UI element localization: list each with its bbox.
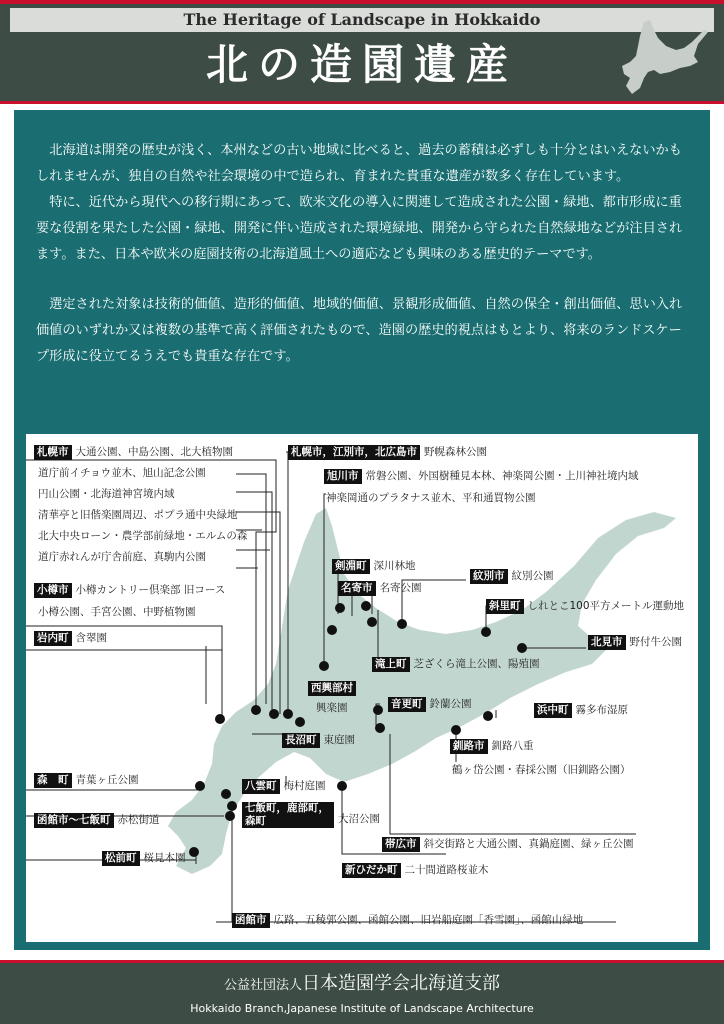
label-obihiro <box>382 836 634 852</box>
city-tag-shinhidaka: 新ひだか町 <box>342 863 401 878</box>
intro-text <box>36 138 688 370</box>
label-shari <box>486 598 684 614</box>
yakumo-item-1: 梅村庭園 <box>283 780 326 792</box>
city-tag-hamanaka: 浜中町 <box>534 703 572 718</box>
takinoue-item-1: 芝ざくら滝上公園、陽殖園 <box>413 658 540 670</box>
label-otofuke <box>388 696 472 712</box>
otaru-item-2: 小樽公園、手宮公園、中野植物園 <box>38 606 196 618</box>
page-title: 北の造園遺産 <box>205 40 518 89</box>
label-nishiokoppe <box>308 680 360 696</box>
city-tag-kushiro: 釧路市 <box>450 739 488 754</box>
organization-main: 日本造園学会北海道支部 <box>302 973 500 994</box>
city-tag-iwanai: 岩内町 <box>34 631 72 646</box>
iwanai-item-1: 含翠園 <box>75 632 107 644</box>
naganuma-item-1: 東庭園 <box>323 734 355 746</box>
city-tag-nayoro: 名寄市 <box>338 581 376 596</box>
label-mori <box>34 772 139 788</box>
city-tag-matsumae: 松前町 <box>102 851 140 866</box>
hakodate-item-1: 広路、五稜郭公園、函館公園、旧岩船庭園「香雪園」、函館山緑地 <box>273 914 584 926</box>
intro-paragraph-3: 選定された対象は技術的価値、造形的価値、地域的価値、景観形成価値、自然の保全・創出価値、思い入れ価値のいずれか又は複数の基準で高く評価されたもので、造園の歴史的視点はもとより、将来のランドスケープ形成に役立てるうえでも貴重な存在です。 <box>36 297 683 364</box>
label-sapporo-ebetsu-kitahiroshima <box>288 444 487 460</box>
city-tag-kenbuchi: 剣淵町 <box>332 559 370 574</box>
city-tag-asahikawa: 旭川市 <box>324 469 362 484</box>
kitami-item-1: 野付牛公園 <box>629 636 682 648</box>
nishiokoppe-item-1: 興楽園 <box>316 702 348 714</box>
sapporo-item-2: 道庁前イチョウ並木、旭山記念公園 <box>38 467 206 479</box>
heritage-map <box>26 434 698 942</box>
intro-paragraph-1: 北海道は開発の歴史が浅く、本州などの古い地域に比べると、過去の蓄積は必ずしも十分とはいえないかもしれませんが、独自の自然や社会環境の中で造られ、育まれた貴重な遺産が数多く存在しています。 <box>36 143 682 184</box>
label-kenbuchi <box>332 558 416 574</box>
obihiro-item-1: 斜交街路と大通公園、真鍋庭園、緑ヶ丘公園 <box>423 838 634 850</box>
nayoro-item-1: 名寄公園 <box>379 582 422 594</box>
asahikawa-item-2: 神楽岡通のプラタナス並木、平和通買物公園 <box>326 492 536 504</box>
english-title: The Heritage of Landscape in Hokkaido <box>183 10 541 29</box>
city-tag-otaru: 小樽市 <box>34 583 72 598</box>
city-tag-otofuke: 音更町 <box>388 697 426 712</box>
label-iwanai <box>34 630 107 646</box>
sapporo-item-6: 道庁赤れんが庁舎前庭、真駒内公園 <box>38 551 206 563</box>
label-hakodate-nanae <box>34 812 160 828</box>
city-tag-monbetsu: 紋別市 <box>470 569 508 584</box>
city-tag-shari: 斜里町 <box>486 599 524 614</box>
sapporo-item-5: 北大中央ローン・農学部前緑地・エルムの森 <box>38 530 248 542</box>
label-yakumo <box>242 778 326 794</box>
city-tag-naganuma: 長沼町 <box>282 733 320 748</box>
monbetsu-item-1: 紋別公園 <box>511 570 554 582</box>
city-tag-takinoue: 滝上町 <box>372 657 410 672</box>
label-nanae-shikabe-mori <box>242 802 380 829</box>
organization-english: Hokkaido Branch,Japanese Institute of Landscape Architecture <box>190 1002 534 1015</box>
city-tag-nishiokoppe: 西興部村 <box>308 681 356 696</box>
shinhidaka-item-1: 二十間道路桜並木 <box>404 864 489 876</box>
label-kushiro <box>450 738 534 754</box>
otofuke-item-1: 鈴蘭公園 <box>429 698 472 710</box>
asahikawa-item-1: 常磐公園、外国樹種見本林、神楽岡公園・上川神社境内域 <box>365 470 639 482</box>
shari-item-1: しれとこ100平方メートル運動地 <box>527 600 685 612</box>
otaru-item-1: 小樽カントリー倶楽部 旧コース <box>75 584 226 596</box>
sapporo-item-1: 大通公園、中島公園、北大植物園 <box>75 446 233 458</box>
matsumae-item-1: 桜見本園 <box>143 852 186 864</box>
kushiro-item-1: 釧路八重 <box>491 740 534 752</box>
city-tag-yakumo: 八雲町 <box>242 779 280 794</box>
label-otaru <box>34 582 225 598</box>
sapporo-ebetsu-kitahiroshima-item-1: 野幌森林公園 <box>424 446 487 458</box>
city-tag-sapporo: 札幌市 <box>34 445 72 460</box>
hakodate-nanae-item-1: 赤松街道 <box>117 814 160 826</box>
english-title-band <box>10 8 714 32</box>
kushiro-item-2: 鶴ヶ岱公園・春採公園（旧釧路公園） <box>452 764 631 776</box>
organization-prefix: 公益社団法人 <box>223 978 302 993</box>
label-shinhidaka <box>342 862 489 878</box>
kenbuchi-item-1: 深川林地 <box>373 560 416 572</box>
label-hamanaka <box>534 702 628 718</box>
nanae-shikabe-mori-item-1: 大沼公園 <box>338 813 380 825</box>
city-tag-kitami: 北見市 <box>588 635 626 650</box>
city-tag-hakodate: 函館市 <box>232 913 270 928</box>
sapporo-item-3: 円山公園・北海道神宮境内域 <box>38 488 175 500</box>
label-kitami <box>588 634 682 650</box>
header <box>0 4 724 104</box>
sapporo-item-4: 清華亭と旧偕楽園周辺、ポプラ通中央緑地 <box>38 509 238 521</box>
hamanaka-item-1: 霧多布湿原 <box>575 704 628 716</box>
city-tag-mori: 森 町 <box>34 773 72 788</box>
organization-name <box>0 969 724 1001</box>
main-panel <box>14 110 710 950</box>
city-tag-hakodate-nanae: 函館市〜七飯町 <box>34 813 114 828</box>
label-hakodate <box>232 912 583 928</box>
label-matsumae <box>102 850 186 866</box>
intro-paragraph-2: 特に、近代から現代への移行期にあって、欧米文化の導入に関連して造成された公園・緑地、都市形成に重要な役割を果たした公園・緑地、開発に伴い造成された環境緑地、開発から守られた自然緑地などが注目されます。また、日本や欧米の庭園技術の北海道風土への適応なども興味のある歴史的テーマです。 <box>36 195 683 262</box>
hokkaido-silhouette-icon <box>614 16 710 96</box>
label-nayoro <box>338 580 422 596</box>
label-takinoue <box>372 656 540 672</box>
footer <box>0 960 724 1024</box>
label-sapporo <box>34 444 233 460</box>
city-tag-obihiro: 帯広市 <box>382 837 420 852</box>
city-tag-nanae-shikabe-mori: 七飯町，鹿部町，森町 <box>242 802 334 828</box>
mori-item-1: 青葉ヶ丘公園 <box>75 774 139 786</box>
label-asahikawa <box>324 468 639 484</box>
city-tag-sapporo-ebetsu-kitahiroshima: 札幌市，江別市，北広島市 <box>288 445 420 460</box>
label-naganuma <box>282 732 355 748</box>
label-monbetsu <box>470 568 554 584</box>
